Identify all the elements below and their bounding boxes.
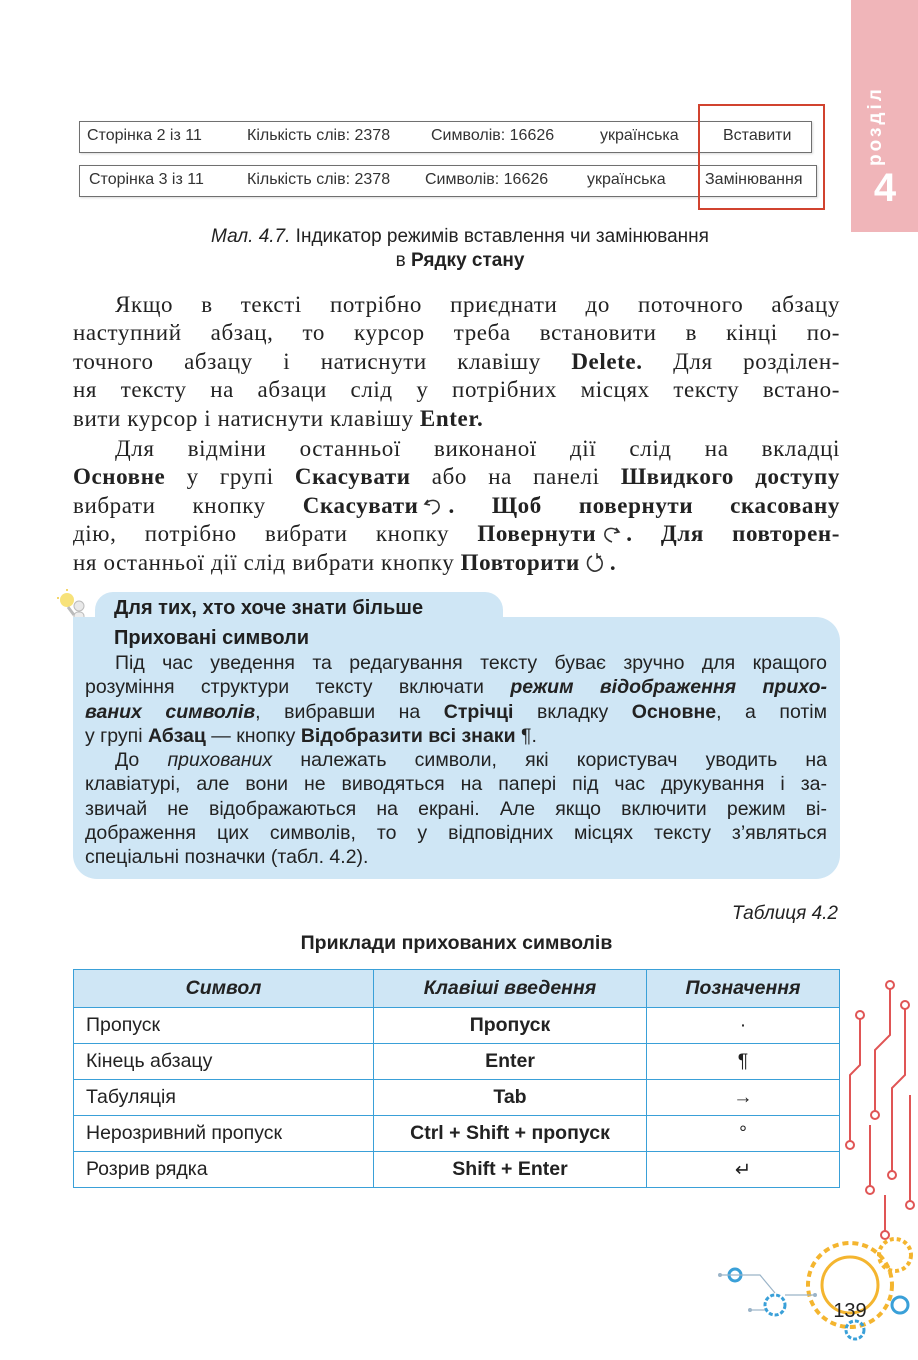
status-mode: Вставити	[723, 127, 792, 144]
info-text: Під час уведення та редагування тексту буває зручно для кращого розуміння структури тексту включати режим відображення прихо- ваних символів, вибравши на Стрічці вкладку Основне, а потім у групі Абзац — кнопку Відобразити всі знаки ¶. До прихованих належать символи, які користувач уводить на клавіатурі, але вони не виводяться на папері під час друкування і за- звичай не відображаються на екрані. Але якщо включити режим ві- дображення цих символів, то у відповідних місцях тексту з’являться спеціальні позначки (табл. 4.2).	[85, 652, 828, 869]
page-number: 139	[833, 1300, 867, 1322]
chapter-side-tab	[851, 0, 918, 232]
status-language: українська	[587, 171, 666, 188]
info-title: Приховані символи	[114, 627, 310, 649]
table-title: Приклади прихованих символів	[300, 932, 613, 954]
paragraph-1: Якщо в тексті потрібно приєднати до поточного абзацу наступний абзац, то курсор треба встановити в кінці по- точного абзацу і натиснути клавішу Delete. Для розділен- ня тексту на абзаци слід у потрібних місцях тексту встано- вити курсор і натиснути клавішу Enter.	[73, 292, 840, 431]
header-mark: Позначення	[647, 970, 840, 1008]
table-number: Таблиця 4.2	[731, 903, 838, 924]
status-mode: Замінювання	[705, 171, 803, 188]
info-tab-title: Для тих, хто хоче знати більше	[114, 597, 424, 619]
header-keys: Клавіші введення	[374, 970, 647, 1008]
status-language: українська	[600, 127, 679, 144]
undo-icon	[422, 495, 444, 517]
figure-caption	[80, 226, 840, 248]
caption-text: Індикатор режимів вставлення чи замінювання	[295, 226, 709, 247]
chapter-label: розділ	[865, 86, 886, 166]
status-chars: Символів: 16626	[431, 127, 555, 144]
table-row: Розрив рядка Shift + Enter ↵	[74, 1152, 840, 1188]
figure-caption-line2: в Рядку стану	[395, 250, 525, 271]
status-page: Сторінка 2 із 11	[87, 127, 202, 144]
table-row: Табуляція Tab →	[74, 1080, 840, 1116]
table-row: Нерозривний пропуск Ctrl + Shift + пропуск °	[74, 1116, 840, 1152]
caption-label: Мал. 4.7.	[211, 226, 291, 247]
table-row: Кінець абзацу Enter ¶	[74, 1044, 840, 1080]
caption-bold: Рядку стану	[410, 250, 525, 271]
chapter-number: 4	[873, 166, 897, 210]
status-chars: Символів: 16626	[425, 171, 549, 188]
repeat-icon	[584, 552, 606, 574]
header-symbol: Символ	[74, 970, 374, 1008]
status-words: Кількість слів: 2378	[247, 171, 391, 188]
paragraph-2: Для відміни останньої виконаної дії слід на вкладці Основне у групі Скасувати або на панелі Швидкого доступу вибрати кнопку Скасувати . Щоб повернути скасовану дію, потрібно вибрати кнопку Повернути . Для повторен- ня останньої дії слід вибрати кнопку Повторити .	[73, 436, 840, 575]
status-page: Сторінка 3 із 11	[89, 171, 204, 188]
redo-icon	[600, 523, 622, 545]
mode-highlight-frame	[698, 104, 825, 210]
circuit-decoration	[700, 975, 918, 1360]
table-row: Пропуск Пропуск ·	[74, 1008, 840, 1044]
status-words: Кількість слів: 2378	[247, 127, 391, 144]
